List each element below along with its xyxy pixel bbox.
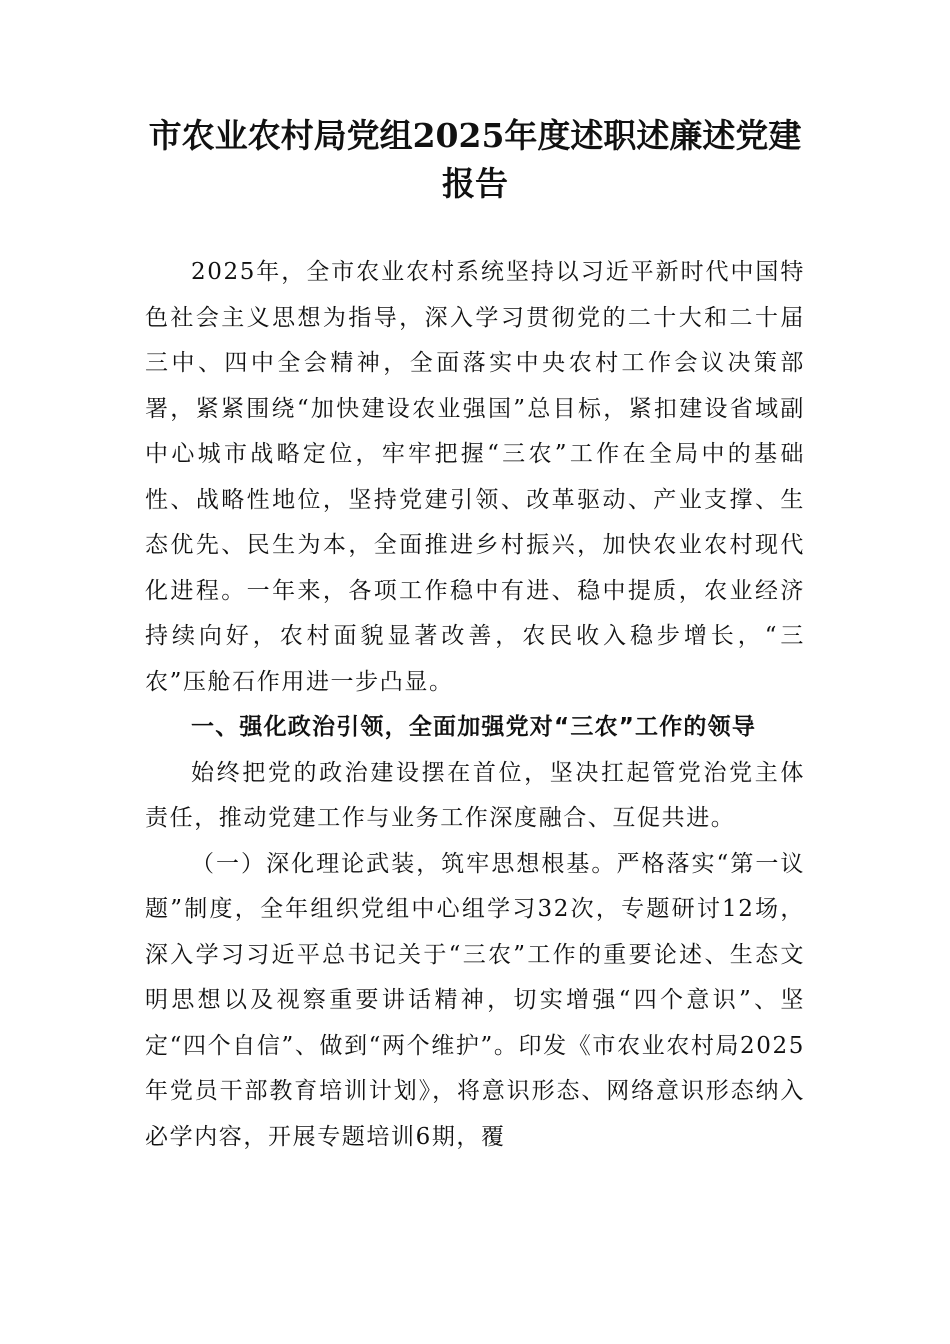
- intro-paragraph: 2025年，全市农业农村系统坚持以习近平新时代中国特色社会主义思想为指导，深入学习贯彻党的二十大和二十届三中、四中全会精神，全面落实中央农村工作会议决策部署，紧紧围绕“加快建设农业强国”总目标，紧扣建设省域副中心城市战略定位，牢牢把握“三农”工作在全局中的基础性、战略性地位，坚持党建引领、改革驱动、产业支撑、生态优先、民生为本，全面推进乡村振兴，加快农业农村现代化进程。一年来，各项工作稳中有进、稳中提质，农业经济持续向好，农村面貌显著改善，农民收入稳步增长，“三农”压舱石作用进一步凸显。: [145, 259, 805, 695]
- document-body: [145, 250, 805, 1160]
- document-title: 市农业农村局党组2025年度述职述廉述党建报告: [148, 116, 802, 203]
- section-heading-1: 一、强化政治引领，全面加强党对“三农”工作的领导: [191, 714, 757, 740]
- section-1-intro-paragraph: 始终把党的政治建设摆在首位，坚决扛起管党治党主体责任，推动党建工作与业务工作深度融合、互促共进。: [145, 759, 805, 831]
- subsection-1-paragraph: （一）深化理论武装，筑牢思想根基。严格落实“第一议题”制度，全年组织党组中心组学习32次，专题研讨12场，深入学习习近平总书记关于“三农”工作的重要论述、生态文明思想以及视察重要讲话精神，切实增强“四个意识”、坚定“四个自信”、做到“两个维护”。印发《市农业农村局2025年党员干部教育培训计划》，将意识形态、网络意识形态纳入必学内容，开展专题培训6期，覆: [145, 850, 805, 1150]
